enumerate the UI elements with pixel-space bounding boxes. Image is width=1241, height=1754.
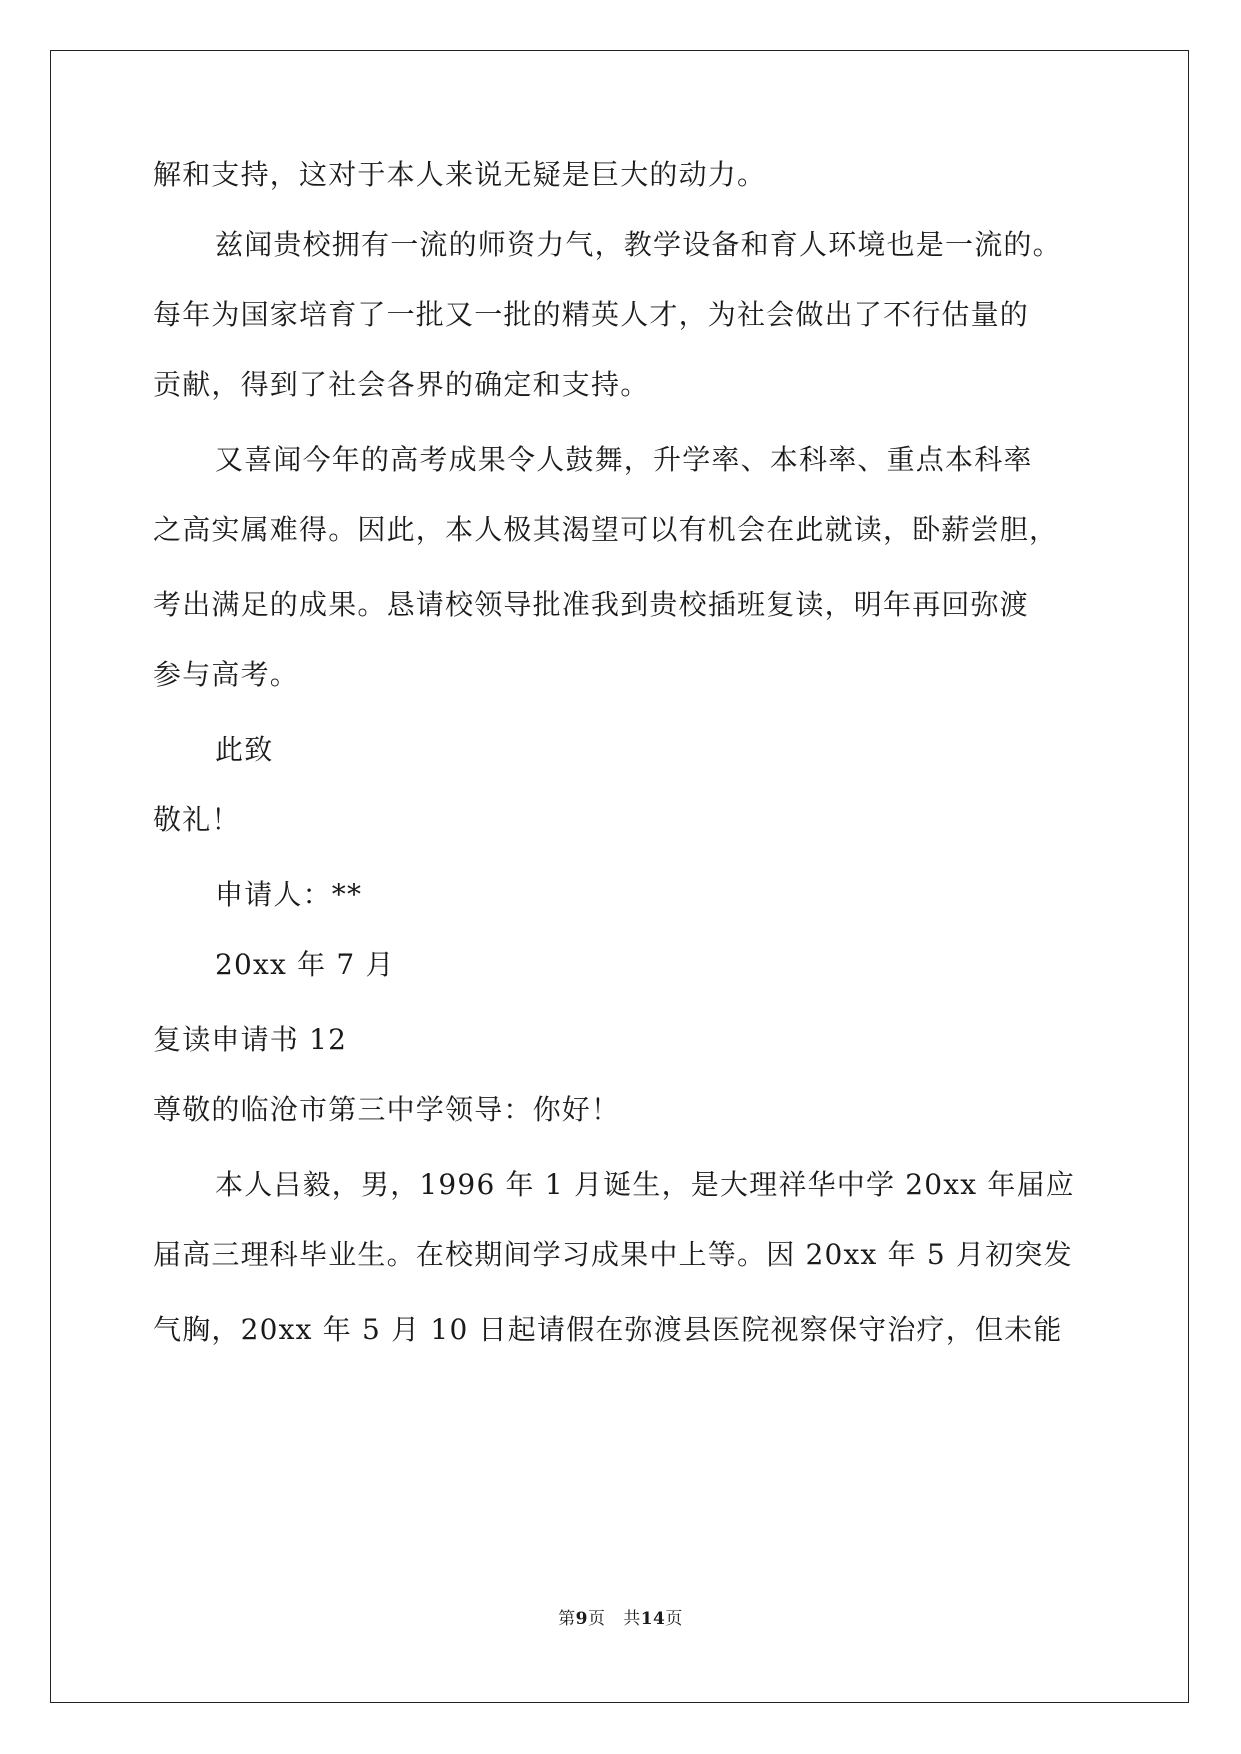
body-line-7: 考出满足的成果。恳请校领导批准我到贵校插班复读，明年再回弥渡 bbox=[153, 588, 1030, 621]
body-line-4: 贡献，得到了社会各界的确定和支持。 bbox=[153, 368, 650, 401]
body-line-1: 解和支持，这对于本人来说无疑是巨大的动力。 bbox=[153, 158, 767, 191]
body-line-9: 本人吕毅，男，1996 年 1 月诞生，是大理祥华中学 20xx 年届应 bbox=[215, 1168, 1075, 1201]
page-footer bbox=[0, 1608, 1241, 1630]
body-line-11: 气胸，20xx 年 5 月 10 日起请假在弥渡县医院视察保守治疗，但未能 bbox=[153, 1313, 1063, 1346]
body-line-5: 又喜闻今年的高考成果令人鼓舞，升学率、本科率、重点本科率 bbox=[215, 443, 1033, 476]
greeting-line: 尊敬的临沧市第三中学领导：你好！ bbox=[153, 1093, 621, 1126]
date-line: 20xx 年 7 月 bbox=[215, 948, 395, 981]
footer-total-suffix: 页 bbox=[665, 1609, 683, 1629]
applicant-line: 申请人：** bbox=[215, 878, 363, 911]
body-line-3: 每年为国家培育了一批又一批的精英人才，为社会做出了不行估量的 bbox=[153, 298, 1030, 331]
body-line-10: 届高三理科毕业生。在校期间学习成果中上等。因 20xx 年 5 月初突发 bbox=[153, 1238, 1073, 1271]
footer-page-number: 9 bbox=[575, 1609, 588, 1629]
closing-line: 此致 bbox=[215, 733, 274, 766]
footer-total-pages: 14 bbox=[640, 1609, 666, 1629]
body-line-8: 参与高考。 bbox=[153, 658, 300, 691]
salutation-line: 敬礼！ bbox=[153, 803, 241, 836]
body-line-2: 兹闻贵校拥有一流的师资力气，教学设备和育人环境也是一流的。 bbox=[215, 228, 1062, 261]
section-heading: 复读申请书 12 bbox=[153, 1023, 348, 1056]
footer-total-prefix: 共 bbox=[623, 1609, 641, 1629]
body-line-6: 之高实属难得。因此，本人极其渴望可以有机会在此就读，卧薪尝胆， bbox=[153, 513, 1059, 546]
footer-page-prefix: 第 bbox=[558, 1609, 576, 1629]
footer-page-suffix: 页 bbox=[587, 1609, 606, 1629]
